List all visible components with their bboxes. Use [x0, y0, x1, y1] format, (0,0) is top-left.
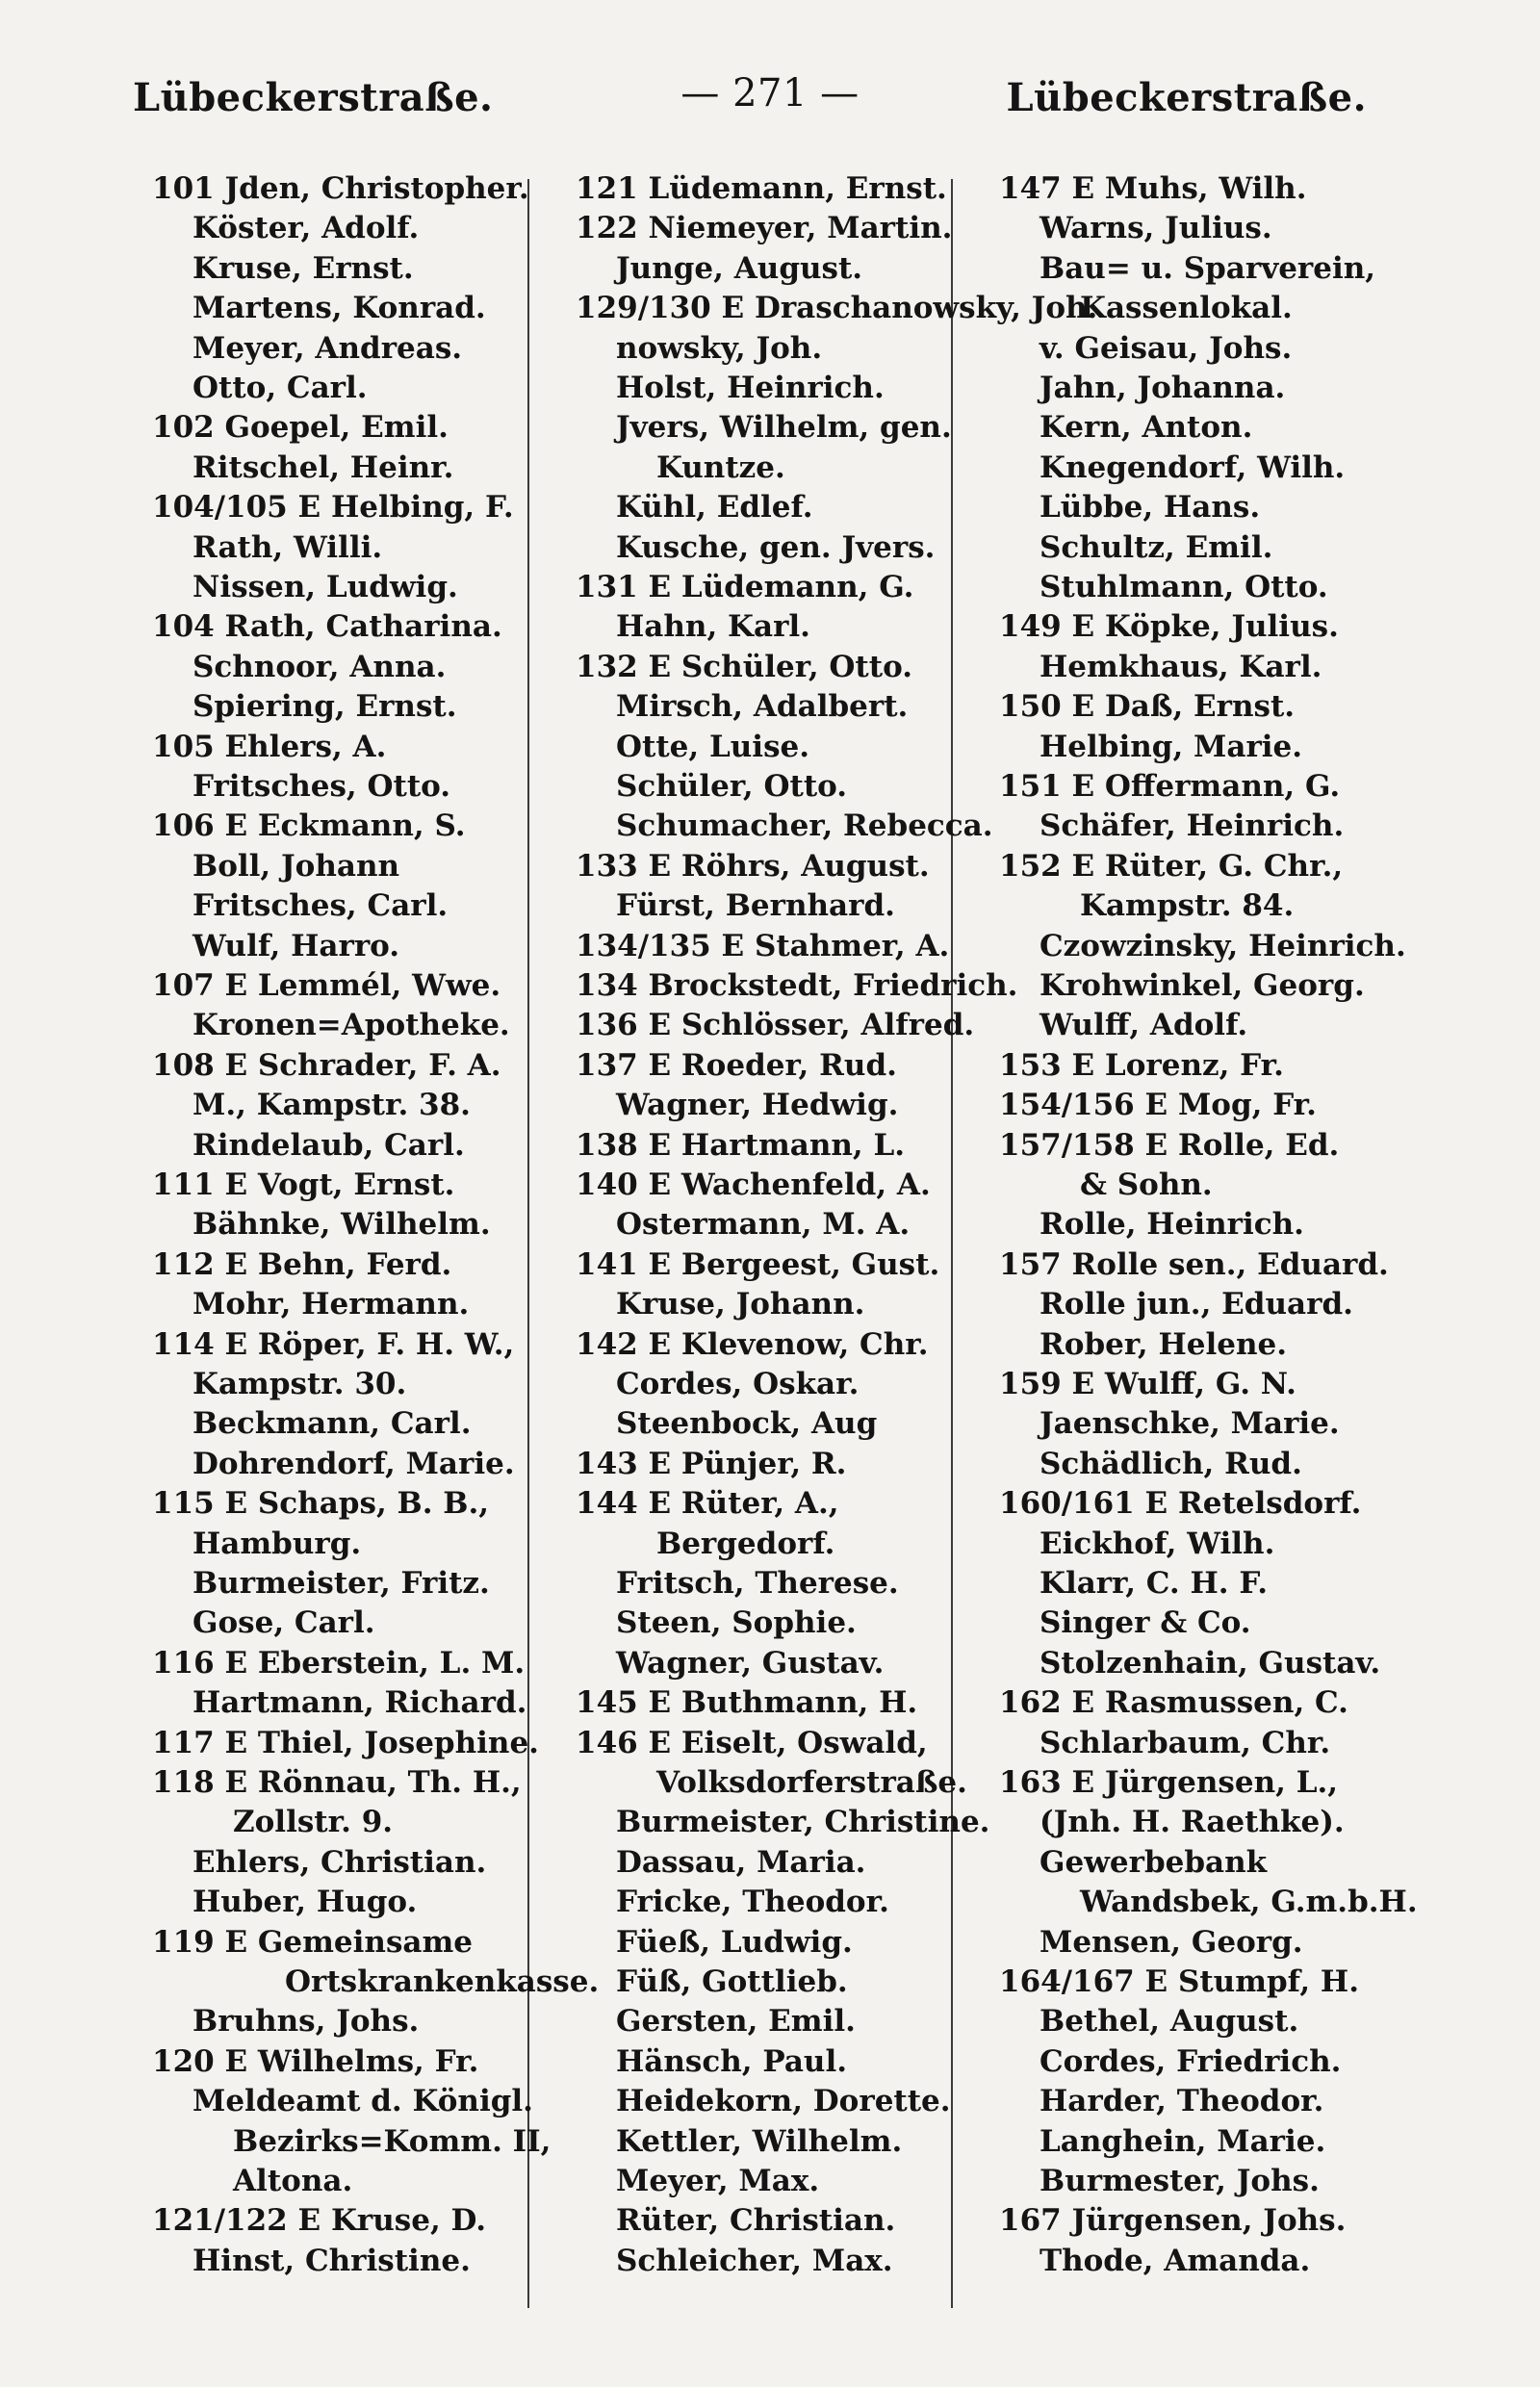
directory-entry: Helbing, Marie. — [1040, 730, 1303, 764]
directory-entry: 105 Ehlers, A. — [152, 730, 387, 764]
directory-entry: Hamburg. — [192, 1527, 362, 1561]
directory-entry: Dohrendorf, Marie. — [192, 1447, 515, 1481]
directory-entry: Boll, Johann — [192, 849, 400, 884]
directory-entry: Meyer, Andreas. — [192, 331, 463, 366]
directory-entry: Wulff, Adolf. — [1040, 1008, 1248, 1042]
directory-entry: Gewerbebank — [1040, 1845, 1268, 1880]
directory-entry: Stolzenhain, Gustav. — [1040, 1646, 1381, 1681]
directory-entry: 118 E Rönnau, Th. H., — [152, 1765, 522, 1800]
directory-entry: Hinst, Christine. — [192, 2244, 471, 2278]
directory-entry: Steenbock, Aug — [616, 1406, 878, 1441]
directory-entry: Ortskrankenkasse. — [285, 1964, 600, 1999]
directory-entry: 150 E Daß, Ernst. — [999, 689, 1296, 724]
directory-entry: Schumacher, Rebecca. — [616, 808, 993, 843]
directory-entry: 108 E Schrader, F. A. — [152, 1048, 501, 1083]
directory-entry: Czowzinsky, Heinrich. — [1040, 929, 1406, 963]
directory-entry: 141 E Bergeest, Gust. — [576, 1247, 940, 1282]
directory-entry: Meldeamt d. Königl. — [192, 2084, 533, 2118]
directory-entry: Lübbe, Hans. — [1040, 490, 1261, 525]
directory-entry: 115 E Schaps, B. B., — [152, 1486, 490, 1521]
directory-entry: 140 E Wachenfeld, A. — [576, 1168, 931, 1202]
directory-entry: Rolle, Heinrich. — [1040, 1207, 1304, 1242]
directory-entry: 137 E Roeder, Rud. — [576, 1048, 897, 1083]
directory-entry: Rolle jun., Eduard. — [1040, 1287, 1353, 1322]
page-number: — 271 — — [680, 71, 860, 116]
directory-entry: Schultz, Emil. — [1040, 530, 1273, 565]
directory-entry: Füß, Gottlieb. — [616, 1964, 848, 1999]
directory-entry: Rindelaub, Carl. — [192, 1128, 465, 1163]
directory-entry: Spiering, Ernst. — [192, 689, 457, 724]
directory-entry: Ostermann, M. A. — [616, 1207, 911, 1242]
directory-entry: Mensen, Georg. — [1040, 1925, 1303, 1960]
directory-entry: 114 E Röper, F. H. W., — [152, 1327, 515, 1362]
directory-entry: Otte, Luise. — [616, 730, 810, 764]
directory-entry: 102 Goepel, Emil. — [152, 410, 449, 445]
directory-entry: Schnoor, Anna. — [192, 650, 447, 684]
directory-entry: 157/158 E Rolle, Ed. — [999, 1128, 1340, 1163]
directory-entry: Klarr, C. H. F. — [1040, 1566, 1269, 1601]
directory-entry: 147 E Muhs, Wilh. — [999, 171, 1307, 206]
directory-entry: Fricke, Theodor. — [616, 1885, 889, 1919]
directory-entry: 149 E Köpke, Julius. — [999, 609, 1339, 644]
directory-entry: Cordes, Oskar. — [616, 1367, 860, 1401]
directory-entry: Bähnke, Wilhelm. — [192, 1207, 491, 1242]
directory-entry: 121 Lüdemann, Ernst. — [576, 171, 947, 206]
directory-entry: 136 E Schlösser, Alfred. — [576, 1008, 975, 1042]
directory-entry: Beckmann, Carl. — [192, 1406, 472, 1441]
running-head-right: Lübeckerstraße. — [1006, 75, 1367, 120]
directory-entry: Meyer, Max. — [616, 2164, 820, 2198]
directory-entry: Volksdorferstraße. — [656, 1765, 967, 1800]
directory-entry: Fritsch, Therese. — [616, 1566, 899, 1601]
directory-entry: (Jnh. H. Raethke). — [1040, 1805, 1345, 1839]
directory-entry: Köster, Adolf. — [192, 211, 420, 245]
directory-entry: Warns, Julius. — [1040, 211, 1272, 245]
directory-entry: 120 E Wilhelms, Fr. — [152, 2044, 479, 2079]
directory-entry: Schlarbaum, Chr. — [1040, 1726, 1331, 1760]
directory-entry: Hahn, Karl. — [616, 609, 810, 644]
directory-entry: 112 E Behn, Ferd. — [152, 1247, 452, 1282]
directory-entry: Kampstr. 30. — [192, 1367, 407, 1401]
directory-entry: Krohwinkel, Georg. — [1040, 968, 1365, 1003]
directory-entry: Bau= u. Sparverein, — [1040, 251, 1376, 286]
directory-entry: 122 Niemeyer, Martin. — [576, 211, 953, 245]
directory-entry: M., Kampstr. 38. — [192, 1088, 471, 1122]
directory-entry: Ritschel, Heinr. — [192, 450, 454, 485]
directory-entry: Zollstr. 9. — [233, 1805, 394, 1839]
directory-entry: 104/105 E Helbing, F. — [152, 490, 514, 525]
directory-entry: Schäfer, Heinrich. — [1040, 808, 1345, 843]
directory-entry: Heidekorn, Dorette. — [616, 2084, 951, 2118]
directory-entry: Kruse, Johann. — [616, 1287, 865, 1322]
directory-entry: 153 E Lorenz, Fr. — [999, 1048, 1284, 1083]
directory-entry: 117 E Thiel, Josephine. — [152, 1726, 539, 1760]
directory-entry: 163 E Jürgensen, L., — [999, 1765, 1339, 1800]
directory-entry: Hänsch, Paul. — [616, 2044, 848, 2079]
directory-entry: Bruhns, Johs. — [192, 2004, 420, 2039]
directory-entry: Langhein, Marie. — [1040, 2124, 1326, 2159]
directory-entry: Stuhlmann, Otto. — [1040, 570, 1328, 604]
directory-entry: Hartmann, Richard. — [192, 1685, 527, 1720]
directory-entry: Kampstr. 84. — [1080, 888, 1295, 923]
directory-entry: Schädlich, Rud. — [1040, 1447, 1302, 1481]
directory-entry: 111 E Vogt, Ernst. — [152, 1168, 455, 1202]
running-head-left: Lübeckerstraße. — [133, 75, 494, 120]
directory-entry: 133 E Röhrs, August. — [576, 849, 930, 884]
directory-entry: Jahn, Johanna. — [1040, 371, 1286, 405]
directory-entry: Holst, Heinrich. — [616, 371, 885, 405]
directory-entry: Gose, Carl. — [192, 1605, 375, 1640]
directory-entry: Junge, August. — [616, 251, 863, 286]
directory-entry: Wagner, Gustav. — [616, 1646, 885, 1681]
directory-entry: 134 Brockstedt, Friedrich. — [576, 968, 1018, 1003]
directory-entry: nowsky, Joh. — [616, 331, 823, 366]
directory-entry: 152 E Rüter, G. Chr., — [999, 849, 1344, 884]
directory-entry: Nissen, Ludwig. — [192, 570, 458, 604]
directory-entry: Cordes, Friedrich. — [1040, 2044, 1342, 2079]
directory-entry: Burmeister, Christine. — [616, 1805, 990, 1839]
directory-entry: Steen, Sophie. — [616, 1605, 857, 1640]
directory-entry: Gersten, Emil. — [616, 2004, 856, 2039]
directory-entry: Fritsches, Carl. — [192, 888, 449, 923]
directory-entry: Harder, Theodor. — [1040, 2084, 1324, 2118]
directory-entry: Burmester, Johs. — [1040, 2164, 1320, 2198]
directory-entry: 160/161 E Retelsdorf. — [999, 1486, 1362, 1521]
directory-entry: Kronen=Apotheke. — [192, 1008, 510, 1042]
directory-entry: Wagner, Hedwig. — [616, 1088, 899, 1122]
directory-entry: Bethel, August. — [1040, 2004, 1299, 2039]
directory-entry: Eickhof, Wilh. — [1040, 1527, 1275, 1561]
directory-entry: Ehlers, Christian. — [192, 1845, 487, 1880]
directory-entry: Altona. — [233, 2164, 353, 2198]
directory-entry: Knegendorf, Wilh. — [1040, 450, 1346, 485]
directory-entry: Füeß, Ludwig. — [616, 1925, 853, 1960]
directory-entry: Kruse, Ernst. — [192, 251, 414, 286]
directory-entry: 146 E Eiselt, Oswald, — [576, 1726, 928, 1760]
directory-entry: Kuntze. — [656, 450, 785, 485]
directory-entry: 116 E Eberstein, L. M. — [152, 1646, 526, 1681]
directory-entry: Thode, Amanda. — [1040, 2244, 1311, 2278]
directory-entry: Kassenlokal. — [1080, 291, 1293, 325]
directory-entry: 162 E Rasmussen, C. — [999, 1685, 1348, 1720]
directory-entry: 101 Jden, Christopher. — [152, 171, 529, 206]
directory-entry: Schleicher, Max. — [616, 2244, 893, 2278]
column-rule — [951, 179, 953, 2308]
directory-entry: 121/122 E Kruse, D. — [152, 2203, 487, 2238]
directory-entry: Mohr, Hermann. — [192, 1287, 470, 1322]
directory-entry: 129/130 E Draschanowsky, Joh. — [576, 291, 1098, 325]
directory-entry: 151 E Offermann, G. — [999, 769, 1341, 804]
directory-entry: Hemkhaus, Karl. — [1040, 650, 1322, 684]
directory-entry: 107 E Lemmél, Wwe. — [152, 968, 501, 1003]
directory-entry: 145 E Buthmann, H. — [576, 1685, 918, 1720]
directory-entry: Kusche, gen. Jvers. — [616, 530, 936, 565]
directory-entry: 157 Rolle sen., Eduard. — [999, 1247, 1389, 1282]
directory-entry: Kern, Anton. — [1040, 410, 1253, 445]
directory-entry: 106 E Eckmann, S. — [152, 808, 466, 843]
directory-entry: Jaenschke, Marie. — [1040, 1406, 1340, 1441]
directory-entry: Fürst, Bernhard. — [616, 888, 895, 923]
directory-entry: Kühl, Edlef. — [616, 490, 813, 525]
directory-entry: & Sohn. — [1080, 1168, 1213, 1202]
directory-entry: Singer & Co. — [1040, 1605, 1251, 1640]
directory-entry: Kettler, Wilhelm. — [616, 2124, 903, 2159]
directory-entry: 167 Jürgensen, Johs. — [999, 2203, 1347, 2238]
directory-entry: v. Geisau, Johs. — [1040, 331, 1293, 366]
directory-entry: 142 E Klevenow, Chr. — [576, 1327, 929, 1362]
directory-entry: Dassau, Maria. — [616, 1845, 866, 1880]
directory-entry: Otto, Carl. — [192, 371, 368, 405]
directory-entry: Bergedorf. — [656, 1527, 835, 1561]
directory-entry: Schüler, Otto. — [616, 769, 848, 804]
directory-entry: 104 Rath, Catharina. — [152, 609, 502, 644]
directory-entry: Rath, Willi. — [192, 530, 383, 565]
directory-entry: Burmeister, Fritz. — [192, 1566, 490, 1601]
directory-entry: Huber, Hugo. — [192, 1885, 418, 1919]
directory-entry: Fritsches, Otto. — [192, 769, 451, 804]
directory-entry: 159 E Wulff, G. N. — [999, 1367, 1296, 1401]
directory-entry: 164/167 E Stumpf, H. — [999, 1964, 1359, 1999]
directory-entry: 134/135 E Stahmer, A. — [576, 929, 950, 963]
directory-entry: 131 E Lüdemann, G. — [576, 570, 914, 604]
directory-entry: Mirsch, Adalbert. — [616, 689, 909, 724]
directory-entry: 143 E Pünjer, R. — [576, 1447, 847, 1481]
directory-entry: 132 E Schüler, Otto. — [576, 650, 912, 684]
directory-entry: Martens, Konrad. — [192, 291, 486, 325]
directory-entry: 144 E Rüter, A., — [576, 1486, 839, 1521]
directory-entry: 119 E Gemeinsame — [152, 1925, 474, 1960]
directory-entry: Rüter, Christian. — [616, 2203, 896, 2238]
directory-entry: Wulf, Harro. — [192, 929, 400, 963]
directory-entry: Rober, Helene. — [1040, 1327, 1288, 1362]
directory-entry: 154/156 E Mog, Fr. — [999, 1088, 1317, 1122]
directory-entry: Wandsbek, G.m.b.H. — [1080, 1885, 1418, 1919]
directory-entry: Jvers, Wilhelm, gen. — [616, 410, 952, 445]
directory-entry: 138 E Hartmann, L. — [576, 1128, 906, 1163]
directory-entry: Bezirks=Komm. II, — [233, 2124, 552, 2159]
